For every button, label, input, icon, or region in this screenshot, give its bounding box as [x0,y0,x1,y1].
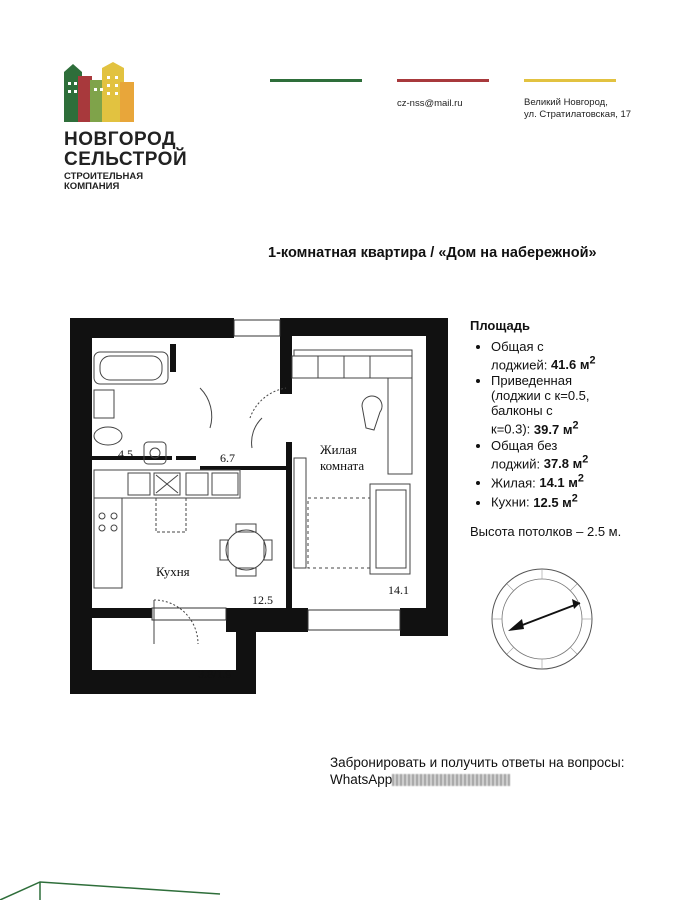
area-line: к=0.3): [491,421,534,437]
address-line1: Великий Новгород, [524,97,608,108]
area-value: 37.8 м [543,455,583,471]
list-item [491,339,670,372]
area-line: Жилая: [491,475,540,491]
whatsapp-label: WhatsApp [330,772,393,787]
area-line: лоджий: [491,455,544,471]
page-title: 1-комнатная квартира / «Дом на набережной» [268,245,597,261]
area-unit-sup: 2 [582,453,589,466]
area-value: 12.5 м [533,494,572,510]
footer-decoration [0,876,230,900]
contact-address [524,97,631,121]
living-name-label-1: Жилая [320,442,357,457]
contact-email[interactable]: cz-nss@mail.ru [397,98,463,109]
area-line: Кухни: [491,494,534,510]
area-line: лоджией: [491,357,551,373]
header-line-green [270,79,362,82]
booking-text: Забронировать и получить ответы на вопросы: [330,755,625,770]
area-line: Общая с [491,339,544,354]
area-line: балконы с [491,403,553,419]
area-line: (лоджии с к=0.5, [491,388,590,404]
area-list [470,339,670,510]
company-subtitle-line2: КОМПАНИЯ [64,181,120,192]
booking-block [330,754,625,788]
company-name [64,130,187,170]
company-name-line2: СЕЛЬСТРОЙ [64,149,188,170]
header-line-red [397,79,489,82]
area-line: Общая без [491,437,558,453]
redacted-phone [392,774,510,786]
area-unit-sup: 2 [577,472,584,485]
area-unit-sup: 2 [571,492,578,505]
area-value: 41.6 м [550,357,590,373]
company-subtitle [64,172,143,192]
area-value: 14.1 м [539,475,578,491]
header-line-yellow [524,79,616,82]
ceiling-height: Высота потолков – 2.5 м. [470,523,622,539]
living-area-label: 14.1 [388,583,409,597]
area-line: Приведенная [491,373,572,389]
area-info [470,318,670,539]
area-heading: Площадь [470,318,530,333]
kitchen-name-label: Кухня [156,564,190,579]
company-name-line1: НОВГОРОД [64,129,177,150]
company-subtitle-line1: СТРОИТЕЛЬНАЯ [64,171,144,182]
living-name-label-2: комната [320,458,365,473]
loggia-area-label: 3.8/1.9 [198,667,232,681]
list-item [491,438,670,471]
kitchen-area-label: 12.5 [252,593,273,607]
company-logo-icon [64,62,140,122]
whatsapp-line[interactable] [330,771,625,788]
list-item [491,373,670,436]
list-item [491,491,670,509]
compass-rose-icon [488,565,596,673]
area-unit-sup: 2 [589,355,596,367]
area-unit-sup: 2 [572,419,579,432]
list-item [491,472,670,490]
floor-plan [70,318,450,698]
address-line2: ул. Стратилатовская, 17 [524,109,632,120]
hall-area-label: 6.7 [220,451,235,465]
area-value: 39.7 м [533,421,573,437]
bathroom-area-label: 4.5 [118,447,133,461]
